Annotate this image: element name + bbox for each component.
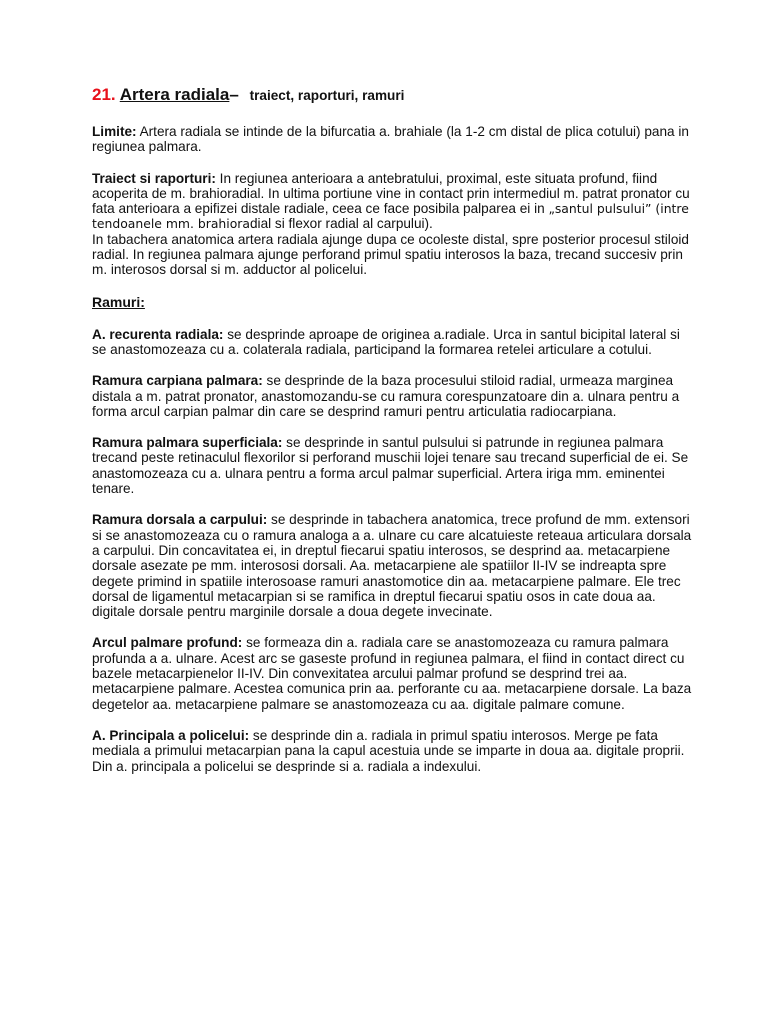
branch-text: se desprinde din a. radiala in primul spatiu interosos. Merge pe fata mediala a primului metacarpian pana la capul acestuia unde se imparte in doua aa. digitale proprii. Din a. principala a policelui se desprinde si a. radiala a indexului.: [92, 727, 685, 774]
branch-paragraph: [92, 728, 692, 774]
title-number: 21.: [92, 85, 116, 104]
page-title: [92, 84, 692, 107]
branch-text: se desprinde in tabachera anatomica, trece profund de mm. extensori si se anastomozeaza cu o ramura analoga a a. ulnare cu care alcatuieste reteaua articulara dorsala a carpului. Din concavitatea ei, in dreptul fiecarui spatiu interosos, se desprind aa. metacarpiene dorsale asezate pe mm. interososi dorsali. Aa. metacarpiene ale spatiilor II-IV se indreapta spre degete primind in spatiile interosoase ramuri anastomotice din aa. metacarpiene palmare. Ele trec dorsal de ligamentul metacarpian si se ramifica in dreptul fiecarui spatiu osos in cate doua aa. digitale dorsale pentru marginile dorsale a doua degete invecinate.: [92, 512, 692, 620]
branch-label: Ramura palmara superficiala:: [92, 435, 283, 451]
traiect-text-b: „santul pulsului” (intre tendoanele mm. brahiora: [92, 201, 689, 232]
branch-text: se formeaza din a. radiala care se anastomozeaza cu ramura palmara profunda a a. ulnare. Acest arc se gaseste profund in regiunea palmara, el fiind in contact direct cu bazele metacarpienelor II-IV. Din convexitatea arcului palmar profund se desprind trei aa. metacarpiene palmare. Acestea comunica prin aa. perforante cu aa. metacarpiene dorsale. La baza degetelor aa. metacarpiene palmare se anastomozeaza cu aa. digitale palmare comune.: [92, 635, 692, 712]
limite-label: Limite:: [92, 124, 137, 139]
branch-paragraph: [92, 435, 692, 496]
traiect-text-d: In tabachera anatomica artera radiala ajunge dupa ce ocoleste distal, spre posterior procesul stiloid radial. In regiunea palmara ajunge perforand primul spatiu interosos la baza, trecand succesiv prin m. interosos dorsal si m. adductor al policelui.: [92, 231, 689, 278]
branch-label: A. recurenta radiala:: [92, 326, 224, 342]
traiect-paragraph: [92, 171, 692, 278]
branch-paragraph: [92, 635, 692, 711]
branch-label: Arcul palmare profund:: [92, 635, 243, 651]
branch-text: se desprinde in santul pulsului si patrunde in regiunea palmara trecand peste retinaculul flexorilor si perforand muschii lojei tenare sau trecand superficial de ei. Se anastomozeaza cu a. ulnara pentru a forma arcul palmar superficial. Artera iriga mm. eminentei tenare.: [92, 435, 689, 497]
traiect-label: Traiect si raporturi:: [92, 170, 216, 186]
document-content: [92, 84, 692, 790]
branch-paragraph: [92, 373, 692, 419]
title-subtitle: traiect, raporturi, ramuri: [249, 88, 405, 103]
traiect-text-a: In regiunea anterioara a antebratului, proximal, este situata profund, fiind acoperita de m. brahioradial. In ultima portiune vine in contact prin intermediul m. patrat pronator cu fata anterioara a epifizei distale radiale, ceea ce face posibila palparea ei in: [92, 170, 690, 217]
ramuri-heading: Ramuri:: [92, 293, 145, 310]
limite-text: Artera radiala se intinde de la bifurcatia a. brahiale (la 1-2 cm distal de plica cotului) pana in regiunea palmara.: [92, 124, 689, 155]
traiect-text-c: dial si flexor radial al carpului).: [250, 216, 433, 232]
branch-paragraph: [92, 327, 692, 358]
branch-label: A. Principala a policelui:: [92, 727, 250, 743]
branch-text: se desprinde aproape de originea a.radiale. Urca in santul bicipital lateral si se anastomozeaza cu a. colaterala radiala, participand la formarea retelei articulare a cotului.: [92, 326, 680, 357]
branch-label: Ramura dorsala a carpului:: [92, 512, 268, 528]
title-name: Artera radiala: [119, 85, 230, 104]
branch-paragraph: [92, 512, 692, 619]
title-dash: –: [229, 85, 239, 104]
branch-label: Ramura carpiana palmara:: [92, 373, 263, 389]
branch-text: se desprinde de la baza procesului stiloid radial, urmeaza marginea distala a m. patrat pronator, anastomozandu-se cu ramura corespunzatoare din a. ulnara pentru a forma arcul carpian palmar din care se desprind ramuri pentru articulatia radiocarpiana.: [92, 373, 680, 419]
limite-paragraph: [92, 124, 692, 155]
